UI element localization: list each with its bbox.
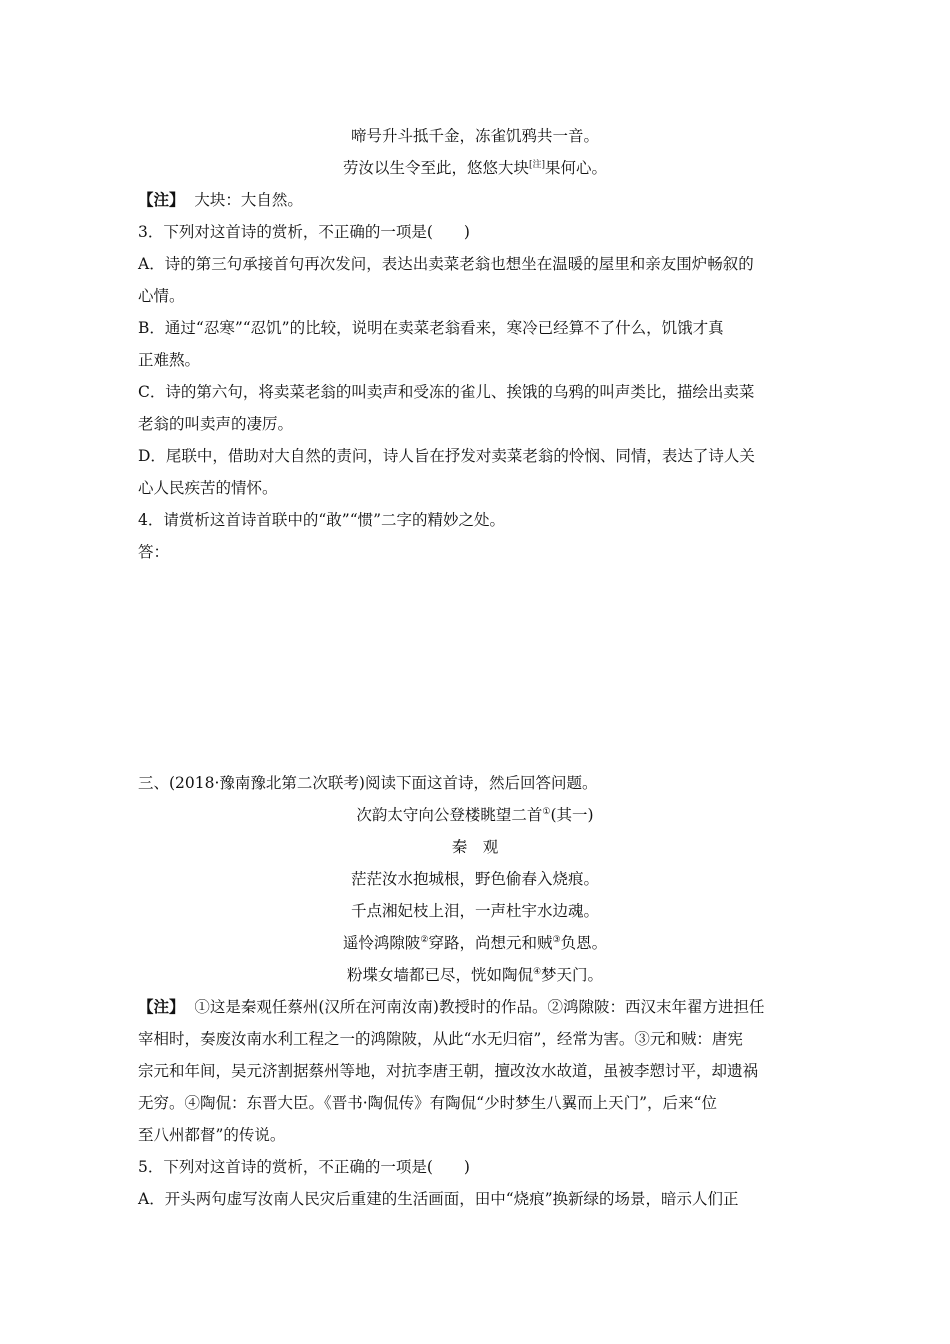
option-d-cont: 心人民疾苦的情怀。: [138, 479, 278, 497]
poem-line: 粉堞女墙都已尽，恍如陶侃④梦天门。: [346, 966, 604, 984]
note: 【注】 大块：大自然。: [138, 190, 303, 209]
footnote-marker: ②: [420, 935, 429, 945]
note-cont: 宰相时，奏废汝南水利工程之一的鸿隙陂，从此“水无归宿”，经常为害。③元和贼：唐宪: [138, 1030, 743, 1048]
option-b: B．通过“忍寒”“忍饥”的比较，说明在卖菜老翁看来，寒冷已经算不了什么，饥饿才真: [138, 319, 724, 337]
question-3-stem: 3．下列对这首诗的赏析，不正确的一项是( ): [138, 223, 470, 241]
option-a-cont: 心情。: [138, 287, 185, 305]
poem-line: 茫茫汝水抱城根，野色偷春入烧痕。: [350, 870, 599, 888]
poem-line: 啼号升斗抵千金，冻雀饥鸦共一音。: [350, 127, 599, 145]
footnote-marker: ①: [542, 807, 551, 817]
option-b-cont: 正难熬。: [138, 351, 201, 369]
note-cont: 至八州都督”的传说。: [138, 1126, 286, 1144]
note: 【注】 ①这是秦观任蔡州(汉所在河南汝南)教授时的作品。②鸿隙陂：西汉末年翟方进担任: [138, 997, 765, 1016]
poem-author: 秦 观: [451, 838, 499, 856]
question-5-stem: 5．下列对这首诗的赏析，不正确的一项是( ): [138, 1158, 470, 1176]
option-c-cont: 老翁的叫卖声的凄厉。: [138, 415, 294, 433]
poem-line: 千点湘妃枝上泪，一声杜宇水边魂。: [350, 902, 599, 920]
poem-title: 次韵太守向公登楼眺望二首①(其一): [356, 806, 594, 824]
answer-label: 答：: [138, 543, 170, 561]
poem-line: 遥怜鸿隙陂②穿路，尚想元和贼③负恩。: [342, 934, 608, 952]
option-a: A．诗的第三句承接首句再次发问，表达出卖菜老翁也想坐在温暖的屋里和亲友围炉畅叙的: [138, 255, 754, 273]
option-a: A．开头两句虚写汝南人民灾后重建的生活画面，田中“烧痕”换新绿的场景，暗示人们正: [138, 1190, 739, 1208]
option-c: C．诗的第六句，将卖菜老翁的叫卖声和受冻的雀儿、挨饿的乌鸦的叫声类比，描绘出卖菜: [138, 383, 755, 401]
note-tag: 【注】: [138, 997, 185, 1016]
question-4-stem: 4．请赏析这首诗首联中的“敢”“惯”二字的精妙之处。: [138, 511, 506, 529]
note-cont: 无穷。④陶侃：东晋大臣。《晋书·陶侃传》有陶侃“少时梦生八翼而上天门”，后来“位: [138, 1094, 717, 1112]
poem-line: 劳汝以生令至此，悠悠大块[注]果何心。: [342, 159, 608, 177]
note-tag: 【注】: [138, 190, 185, 209]
option-d: D．尾联中，借助对大自然的责问，诗人旨在抒发对卖菜老翁的怜悯、同情，表达了诗人关: [138, 447, 755, 465]
footnote-marker: [注]: [528, 160, 546, 170]
footnote-marker: ③: [552, 935, 561, 945]
section-intro: 三、(2018·豫南豫北第二次联考)阅读下面这首诗，然后回答问题。: [138, 774, 598, 792]
footnote-marker: ④: [532, 967, 542, 977]
note-cont: 宗元和年间，吴元济割据蔡州等地，对抗李唐王朝，擅改汝水故道，虽被李愬讨平，却遗祸: [138, 1062, 759, 1080]
